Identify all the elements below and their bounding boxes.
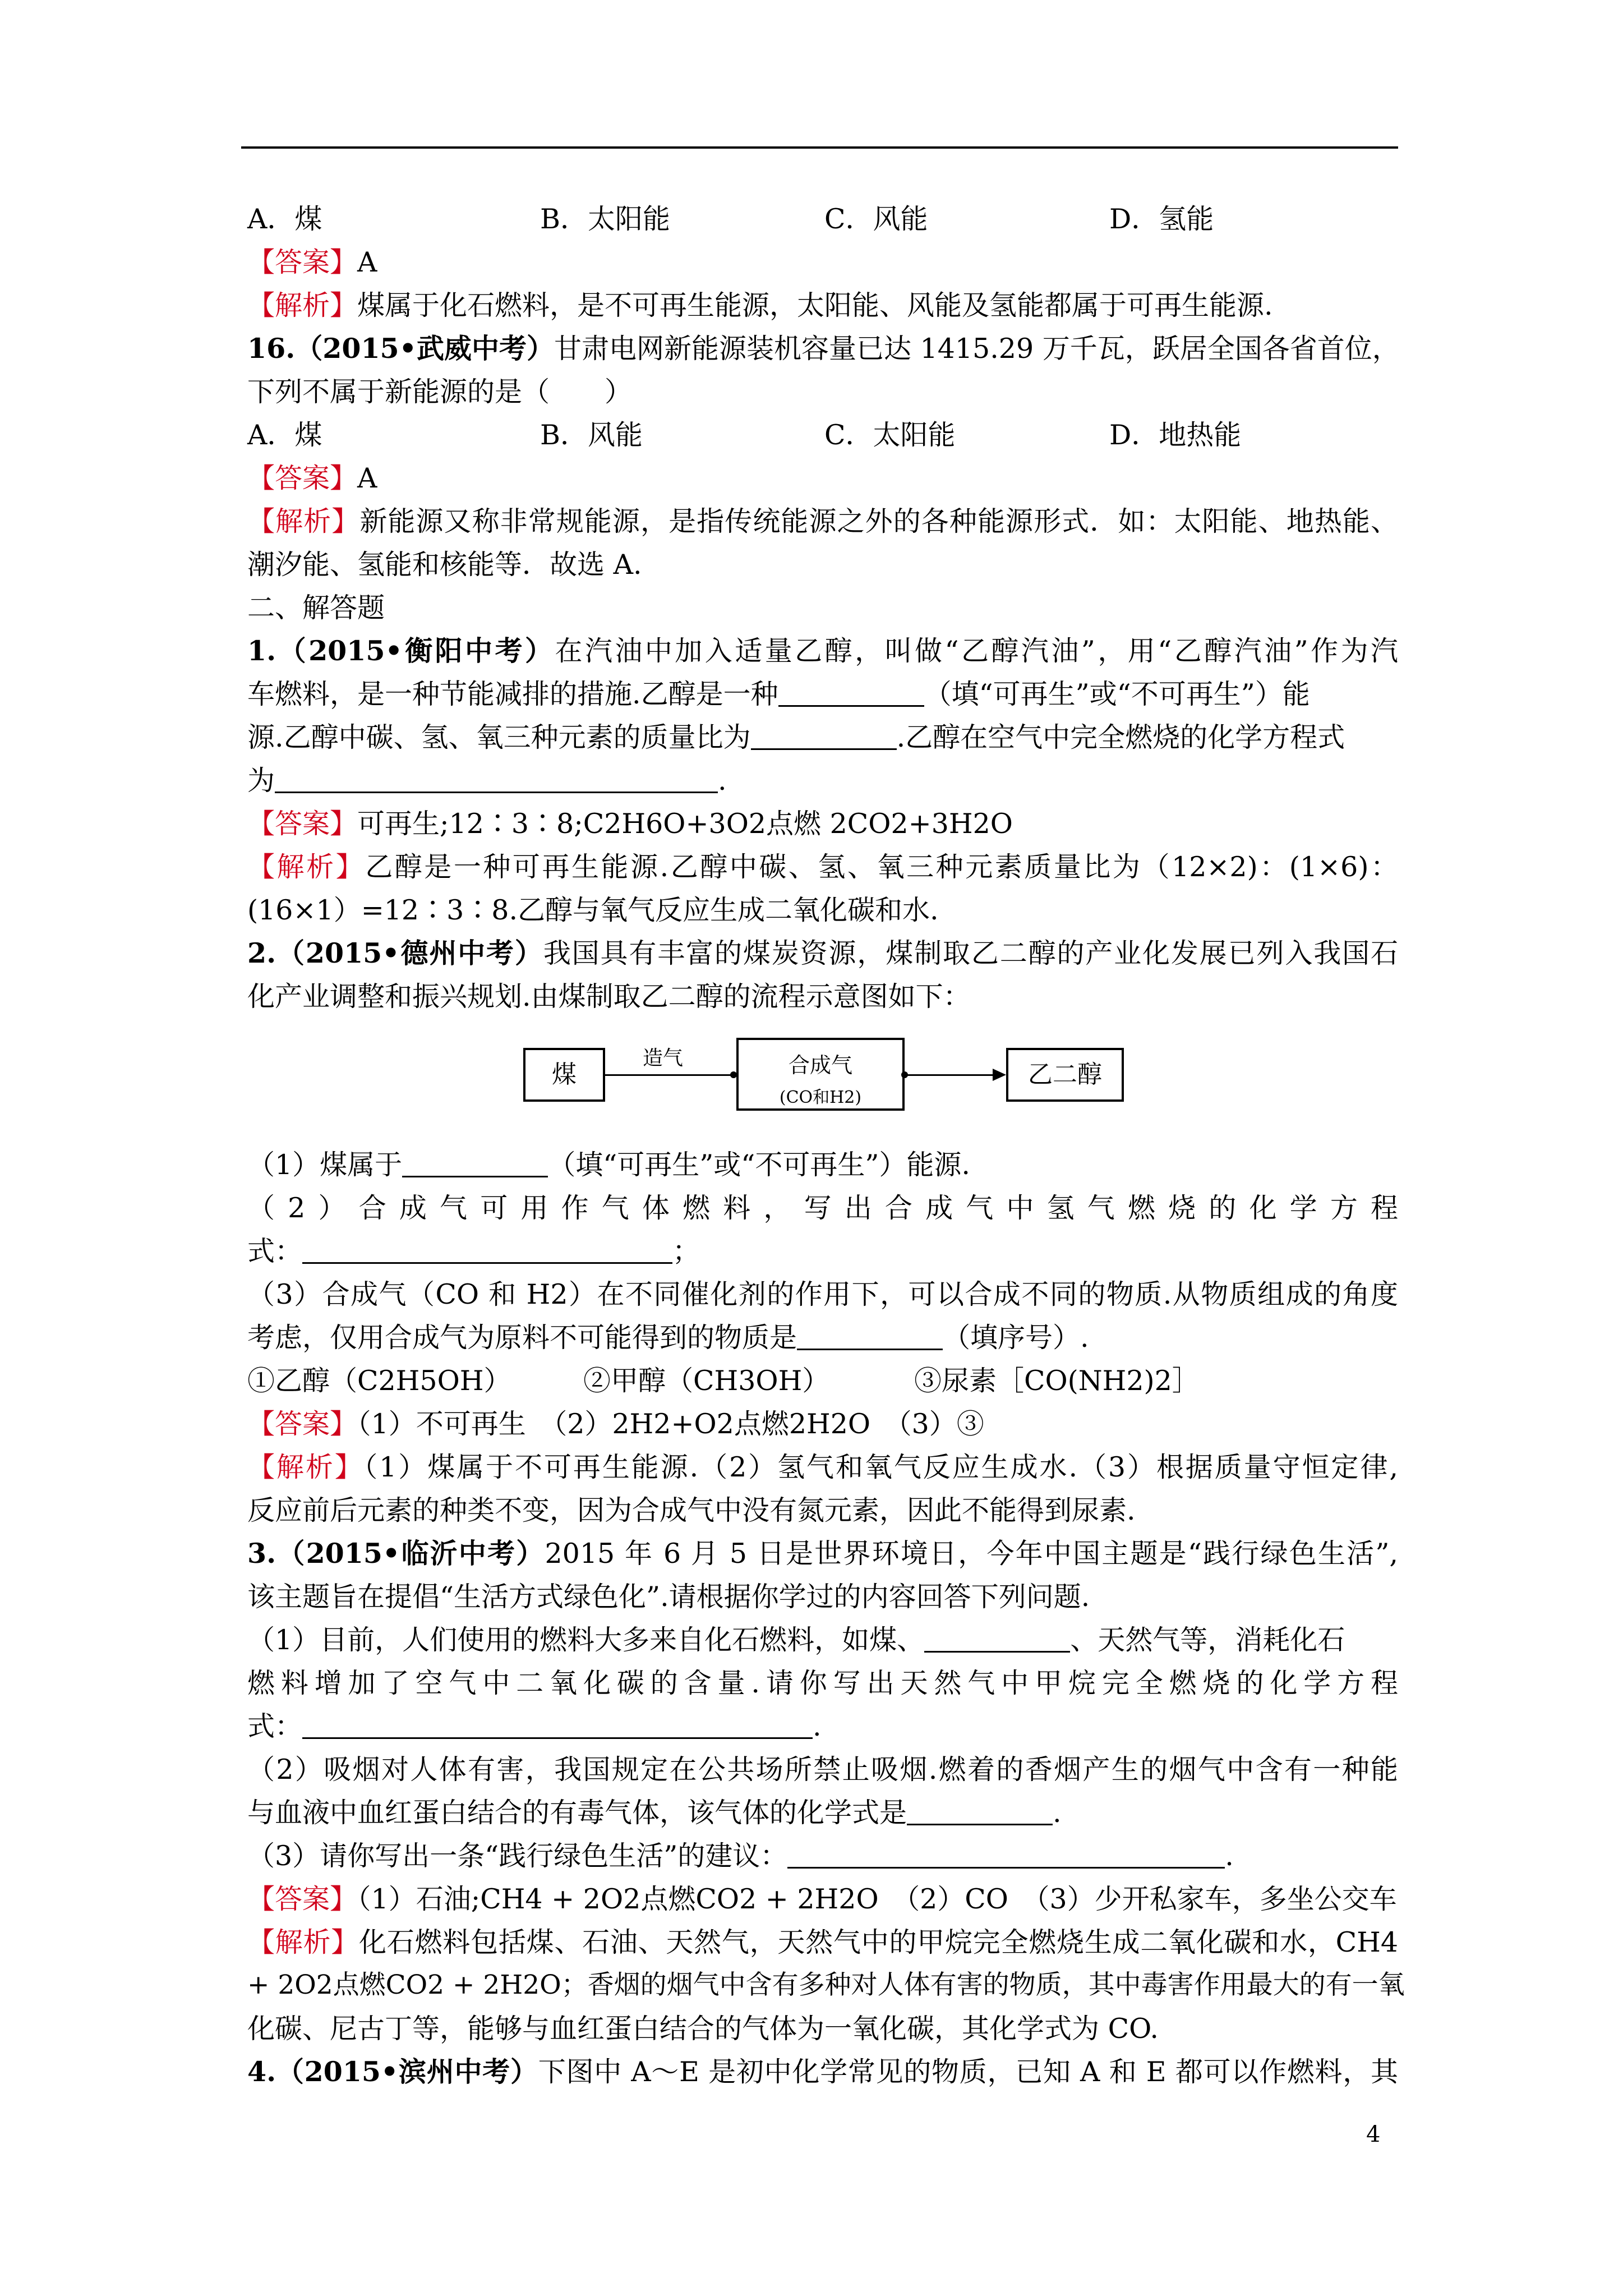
question-source: （2015•德州中考） [276, 937, 543, 969]
answer-text: （1）石油;CH4 + 2O2点燃CO2 + 2H2O （2）CO （3）少开私家车，多坐公交车 [357, 1883, 1397, 1915]
analysis-text: 乙醇是一种可再生能源.乙醇中碳、氢、氧三种元素质量比为（12×2)：(1×6)： [365, 851, 1398, 883]
question-text: ； [672, 1235, 700, 1267]
question-text: 为 [247, 765, 275, 797]
p4-stem-line1 [247, 2055, 1398, 2088]
question-text: .乙醇在空气中完全燃烧的化学方程式 [896, 721, 1345, 753]
fill-blank[interactable] [778, 683, 924, 707]
p2-stem-line2: 化产业调整和振兴规划.由煤制取乙二醇的流程示意图如下： [247, 981, 971, 1013]
fill-blank[interactable] [787, 1844, 1225, 1869]
q15-option-b: B．太阳能 [540, 203, 671, 235]
question-text: （填“可再生”或“不可再生”）能源. [548, 1149, 970, 1181]
flow-box-ethylene-glycol: 乙二醇 [1006, 1048, 1124, 1102]
flow-box-syngas-title: 合成气 [788, 1053, 852, 1078]
flow-edge-1 [605, 1074, 736, 1076]
question-source: （2015•衡阳中考） [276, 634, 555, 667]
question-text: 与血液中血红蛋白结合的有毒气体，该气体的化学式是 [247, 1797, 907, 1829]
question-text: 式： [247, 1235, 303, 1267]
question-number: 16. [247, 332, 296, 365]
analysis-text: （1）煤属于不可再生能源.（2）氢气和氧气反应生成水.（3）根据质量守恒定律, [363, 1451, 1398, 1483]
p2-q2-line1: （2）合成气可用作气体燃料，写出合成气中氢气燃烧的化学方程 [247, 1192, 1398, 1224]
q15-option-a: A．煤 [247, 203, 322, 235]
answer-tag: 【答案】 [247, 1408, 358, 1440]
p3-q1-line3 [247, 1710, 1398, 1742]
fill-blank[interactable] [924, 1628, 1070, 1653]
question-text: 考虑，仅用合成气为原料不可能得到的物质是 [247, 1322, 797, 1354]
answer-text: 可再生;12∶3∶8;C2H6O+3O2点燃 2CO2+3H2O [357, 808, 1013, 840]
p3-analysis-line2: + 2O2点燃CO2 + 2H2O；香烟的烟气中含有多种对人体有害的物质，其中毒害作用最大的有一氧 [247, 1970, 1405, 2000]
header-rule [241, 146, 1398, 149]
question-text: 、天然气等，消耗化石 [1070, 1624, 1345, 1656]
question-text: . [1225, 1840, 1234, 1872]
p3-stem-line2: 该主题旨在提倡“生活方式绿色化”.请根据你学过的内容回答下列问题. [247, 1581, 1090, 1613]
analysis-tag: 【解析】 [247, 1926, 359, 1958]
q16-answer [247, 464, 1398, 492]
p2-q3-line2 [247, 1322, 1398, 1354]
fill-blank[interactable] [302, 1240, 672, 1264]
fill-blank[interactable] [797, 1326, 943, 1350]
flow-box-syngas-formula: (CO和H2) [779, 1088, 862, 1107]
question-source: （2015•滨州中考） [276, 2055, 538, 2088]
question-text: 我国具有丰富的煤炭资源，煤制取乙二醇的产业化发展已列入我国石 [543, 937, 1398, 969]
answer-tag: 【答案】 [247, 1883, 358, 1915]
flow-box-coal: 煤 [523, 1048, 605, 1102]
question-source: （2015•临沂中考） [276, 1537, 545, 1570]
question-text: （1）煤属于 [247, 1149, 403, 1181]
flow-edge-label: 造气 [643, 1047, 684, 1070]
answer-text: （1）不可再生 （2）2H2+O2点燃2H2O （3）③ [357, 1408, 984, 1440]
p3-q1-line1 [247, 1626, 1398, 1654]
answer-tag: 【答案】 [247, 808, 358, 840]
p2-q1 [247, 1151, 1398, 1179]
question-text: 甘肃电网新能源装机容量已达 1415.29 万千瓦，跃居全国各省首位， [554, 333, 1400, 365]
question-text: 式： [247, 1710, 303, 1742]
p3-analysis-line3: 化碳、尼古丁等，能够与血红蛋白结合的气体为一氧化碳，其化学式为 CO. [247, 2013, 1159, 2045]
analysis-tag: 【解析】 [247, 289, 358, 321]
question-number: 2. [247, 937, 276, 969]
question-source: （2015•武威中考） [295, 332, 554, 365]
p1-stem-line2 [247, 680, 1398, 708]
question-text: 在汽油中加入适量乙醇，叫做“乙醇汽油”，用“乙醇汽油”作为汽 [555, 635, 1398, 667]
question-text: 车燃料，是一种节能减排的措施.乙醇是一种 [247, 678, 778, 710]
p2-choice-3: ③尿素［CO(NH2)2］ [914, 1365, 1200, 1397]
analysis-text: 新能源又称非常规能源，是指传统能源之外的各种能源形式．如：太阳能、地热能、 [359, 505, 1398, 537]
flow-arrow-icon [993, 1069, 1006, 1081]
flow-dot-2 [901, 1071, 908, 1078]
fill-blank[interactable] [907, 1801, 1053, 1825]
p2-answer [247, 1410, 1398, 1438]
question-text: （填序号）. [943, 1322, 1089, 1354]
q16-option-a: A．煤 [247, 419, 322, 451]
answer-tag: 【答案】 [247, 246, 358, 278]
question-text: 源.乙醇中碳、氢、氧三种元素的质量比为 [247, 721, 751, 753]
fill-blank[interactable] [402, 1153, 548, 1177]
question-number: 1. [247, 634, 276, 667]
p3-q2-line2 [247, 1797, 1398, 1829]
analysis-tag: 【解析】 [247, 851, 366, 883]
page-number: 4 [1366, 2122, 1381, 2147]
q16-option-b: B．风能 [540, 419, 643, 451]
p2-q3-line1: （3）合成气（CO 和 H2）在不同催化剂的作用下，可以合成不同的物质.从物质组成的角度 [247, 1278, 1398, 1310]
q16-option-c: C．太阳能 [824, 419, 956, 451]
q15-option-d: D．氢能 [1109, 203, 1214, 235]
p1-analysis-line1 [247, 853, 1398, 881]
p3-q1-line2: 燃料增加了空气中二氧化碳的含量.请你写出天然气中甲烷完全燃烧的化学方程 [247, 1667, 1398, 1699]
section-title: 二、解答题 [247, 592, 385, 624]
fill-blank[interactable] [751, 726, 897, 750]
q16-analysis-line2: 潮汐能、氢能和核能等．故选 A. [247, 549, 642, 581]
q16-stem-line1 [247, 332, 1400, 365]
p1-stem-line3 [247, 721, 1398, 753]
question-text: （填“可再生”或“不可再生”）能 [924, 678, 1310, 710]
p3-stem-line1 [247, 1537, 1398, 1570]
p2-q2-line2 [247, 1237, 1398, 1265]
p1-answer [247, 810, 1398, 838]
q16-option-d: D．地热能 [1109, 419, 1242, 451]
analysis-tag: 【解析】 [247, 1451, 364, 1483]
fill-blank[interactable] [275, 769, 718, 793]
answer-tag: 【答案】 [247, 462, 358, 494]
analysis-tag: 【解析】 [247, 505, 360, 537]
answer-text: A [357, 246, 377, 278]
question-text: 下图中 A～E 是初中化学常见的物质，已知 A 和 E 都可以作燃料，其 [538, 2056, 1398, 2088]
p2-stem-line1 [247, 937, 1398, 969]
p3-q2-line1: （2）吸烟对人体有害，我国规定在公共场所禁止吸烟.燃着的香烟产生的烟气中含有一种能 [247, 1754, 1398, 1786]
question-text: （3）请你写出一条“践行绿色生活”的建议： [247, 1840, 788, 1872]
q15-answer [247, 246, 1398, 278]
q15-analysis [247, 289, 1398, 321]
p3-answer [247, 1885, 1398, 1913]
analysis-text: 化石燃料包括煤、石油、天然气，天然气中的甲烷完全燃烧生成二氧化碳和水，CH4 [359, 1926, 1398, 1958]
flow-box-syngas [736, 1038, 905, 1111]
question-text: （1）目前，人们使用的燃料大多来自化石燃料，如煤、 [247, 1624, 925, 1656]
question-number: 3. [247, 1537, 276, 1570]
p3-analysis-line1 [247, 1926, 1398, 1958]
flow-edge-2 [905, 1074, 994, 1076]
p2-choice-1: ①乙醇（C2H5OH） [247, 1365, 511, 1397]
fill-blank[interactable] [302, 1715, 813, 1739]
q16-analysis-line1 [247, 505, 1398, 537]
analysis-text: 煤属于化石燃料，是不可再生能源，太阳能、风能及氢能都属于可再生能源. [357, 289, 1273, 321]
p3-q3 [247, 1842, 1398, 1870]
question-text: 2015 年 6 月 5 日是世界环境日，今年中国主题是“践行绿色生活”, [545, 1538, 1398, 1570]
answer-text: A [357, 462, 377, 494]
q15-option-c: C．风能 [824, 203, 928, 235]
question-text: . [813, 1710, 822, 1742]
p1-stem-line4 [247, 765, 1398, 797]
p2-choice-2: ②甲醇（CH3OH） [583, 1365, 830, 1397]
p1-stem-line1 [247, 634, 1398, 667]
question-text: . [718, 765, 727, 797]
q16-stem-line2: 下列不属于新能源的是（ ） [247, 376, 633, 408]
question-text: . [1053, 1797, 1062, 1829]
p1-analysis-line2: (16×1）=12∶3∶8.乙醇与氧气反应生成二氧化碳和水. [247, 894, 939, 926]
p2-analysis-line1 [247, 1453, 1398, 1481]
question-number: 4. [247, 2055, 276, 2088]
p2-analysis-line2: 反应前后元素的种类不变，因为合成气中没有氮元素，因此不能得到尿素. [247, 1494, 1136, 1526]
